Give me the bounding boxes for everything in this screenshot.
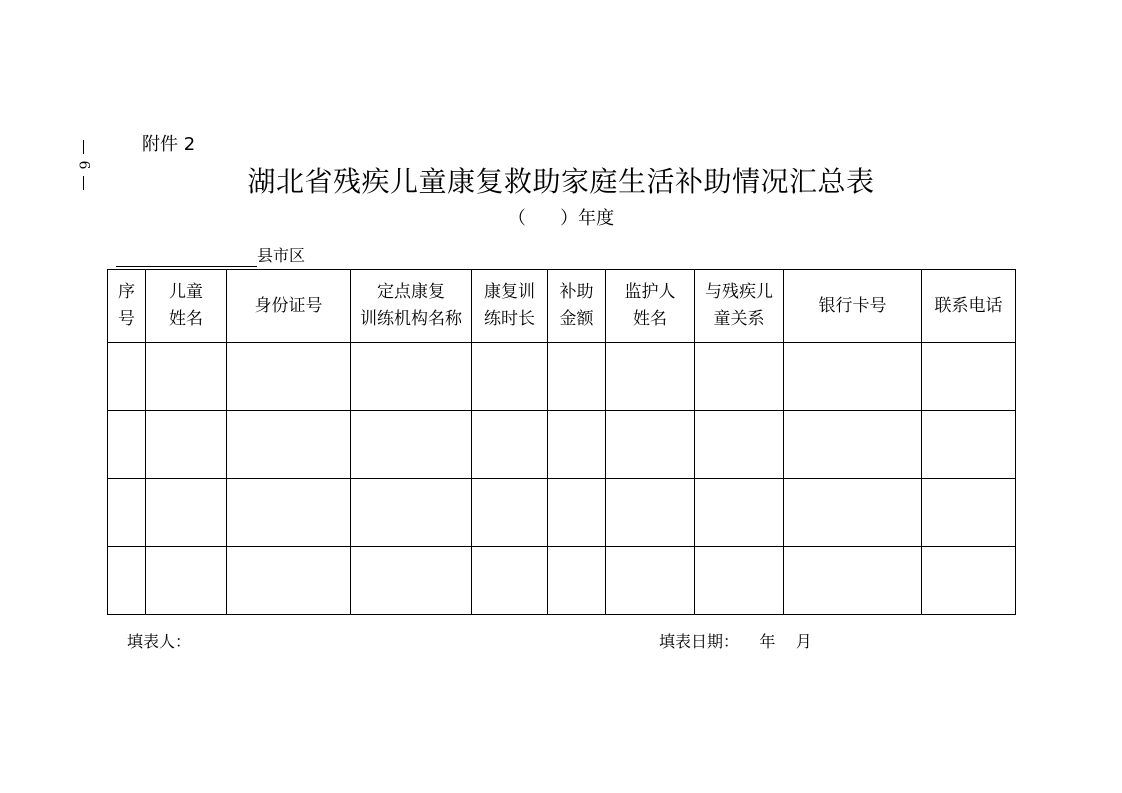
table-cell[interactable] (146, 411, 227, 479)
county-blank-line (116, 247, 257, 267)
table-cell[interactable] (351, 479, 472, 547)
header-serial-number: 序 号 (108, 270, 146, 343)
table-cell[interactable] (695, 479, 784, 547)
table-cell[interactable] (108, 479, 146, 547)
header-bank-card: 银行卡号 (784, 270, 922, 343)
table-cell[interactable] (548, 479, 606, 547)
table-row (108, 479, 1016, 547)
table-cell[interactable] (146, 479, 227, 547)
table-cell[interactable] (606, 479, 695, 547)
page-number-text: 6 (74, 160, 91, 170)
header-rehab-institution: 定点康复 训练机构名称 (351, 270, 472, 343)
year-label: （ ）年度 (507, 208, 615, 229)
table-cell[interactable] (784, 479, 922, 547)
table-cell[interactable] (472, 411, 548, 479)
table-cell[interactable] (146, 343, 227, 411)
table-cell[interactable] (548, 547, 606, 615)
attachment-label: 附件 2 (142, 134, 196, 155)
table-cell[interactable] (108, 547, 146, 615)
table-cell[interactable] (922, 343, 1016, 411)
table-cell[interactable] (351, 411, 472, 479)
header-relationship: 与残疾儿 童关系 (695, 270, 784, 343)
table-cell[interactable] (695, 547, 784, 615)
table-cell[interactable] (695, 411, 784, 479)
table-cell[interactable] (472, 479, 548, 547)
summary-table (107, 269, 1016, 615)
table-cell[interactable] (108, 411, 146, 479)
table-cell[interactable] (606, 411, 695, 479)
table-cell[interactable] (606, 343, 695, 411)
filler-label: 填表人： (127, 632, 192, 651)
page-number-dash-top (83, 140, 84, 154)
table-cell[interactable] (922, 547, 1016, 615)
table-cell[interactable] (695, 343, 784, 411)
table-cell[interactable] (784, 343, 922, 411)
header-subsidy-amount: 补助 金额 (548, 270, 606, 343)
county-label: 县市区 (257, 246, 306, 265)
table-cell[interactable] (227, 479, 351, 547)
county-field (116, 245, 305, 267)
header-row (108, 270, 1016, 343)
header-child-name: 儿童 姓名 (146, 270, 227, 343)
table-cell[interactable] (351, 547, 472, 615)
table-cell[interactable] (922, 479, 1016, 547)
header-guardian-name: 监护人 姓名 (606, 270, 695, 343)
table-cell[interactable] (922, 411, 1016, 479)
table-row (108, 411, 1016, 479)
header-phone: 联系电话 (922, 270, 1016, 343)
header-id-number: 身份证号 (227, 270, 351, 343)
page-title: 湖北省残疾儿童康复救助家庭生活补助情况汇总表 (247, 165, 875, 198)
table-cell[interactable] (351, 343, 472, 411)
table-row (108, 547, 1016, 615)
table-row (108, 343, 1016, 411)
table-cell[interactable] (227, 343, 351, 411)
table-cell[interactable] (227, 411, 351, 479)
header-training-duration: 康复训 练时长 (472, 270, 548, 343)
table-cell[interactable] (548, 343, 606, 411)
table-cell[interactable] (784, 547, 922, 615)
table-cell[interactable] (108, 343, 146, 411)
fill-date-label: 填表日期： 年 月 (659, 632, 812, 651)
table-cell[interactable] (548, 411, 606, 479)
table-cell[interactable] (606, 547, 695, 615)
table-cell[interactable] (784, 411, 922, 479)
table-cell[interactable] (472, 343, 548, 411)
table-cell[interactable] (472, 547, 548, 615)
table-cell[interactable] (146, 547, 227, 615)
table-cell[interactable] (227, 547, 351, 615)
